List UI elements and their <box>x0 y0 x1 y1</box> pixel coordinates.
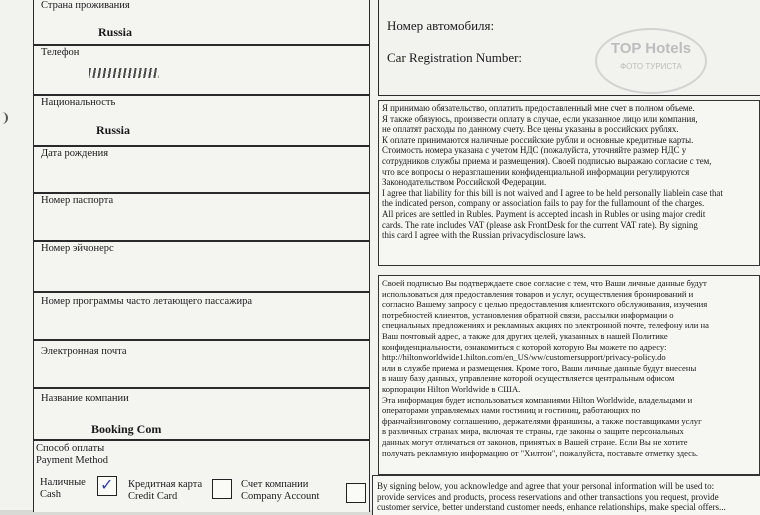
agreement-line: К оплате принимаются наличные российские рубли и основные кредитные карты. <box>382 134 694 145</box>
account-checkbox[interactable] <box>346 483 366 503</box>
passport-field[interactable] <box>33 193 370 241</box>
check-mark-icon: ✓ <box>100 475 114 494</box>
account-option-label <box>241 479 319 503</box>
company-label: Название компании <box>41 393 129 404</box>
agreement-line: сотрудников службы приема и размещения). Своей подписью выражаю согласие с тем, <box>382 155 712 166</box>
payment-title-en: Payment Method <box>36 455 109 466</box>
birthdate-field[interactable] <box>33 146 370 193</box>
watermark-text: TOP Hotels <box>610 40 692 57</box>
cash-label-en: Cash <box>40 489 61 500</box>
residence-value: Russia <box>98 25 133 39</box>
payment-section <box>33 440 370 512</box>
privacy-line: Эта информация будет использоваться компаниями Hilton Worldwide, владельцами и <box>382 394 693 405</box>
company-value: Booking Com <box>91 422 162 436</box>
punch-hole <box>0 112 8 124</box>
agreement-line: что все вопросы о неразглашении конфиденциальной информации регулируются <box>382 166 690 177</box>
redacted-phone <box>89 68 159 78</box>
payment-title <box>36 443 108 467</box>
privacy-line: специальных предложениях и рекламных акциях по электронной почте, телефону или на <box>382 320 709 331</box>
company-field[interactable] <box>33 388 370 440</box>
privacy-line: франчайзинговому соглашению, держателями франшизы, а также поставщиками услуг <box>382 415 702 426</box>
card-label-ru: Кредитная карта <box>128 479 203 490</box>
nationality-label: Национальность <box>41 97 116 108</box>
agreement-box <box>378 100 760 266</box>
frequent-flyer-field[interactable] <box>33 292 370 340</box>
privacy-line: в различных странах мира, включая те страны, где законы о защите персональных <box>382 426 684 437</box>
agreement-line: this card I agree with the Russian privacydisclosure laws. <box>382 230 586 241</box>
privacy-line: данных могут отличаться от законов, принятых в Вашей стране. Если Вы не хотите <box>382 436 688 447</box>
agreement-line: Законодательством Российской Федерации. <box>382 177 547 188</box>
frequent-flyer-label: Номер программы часто летающего пассажира <box>41 296 253 307</box>
signing-line: By signing below, you acknowledge and agree that your personal information will be used to: <box>377 481 715 491</box>
privacy-line: Ваш почтовый адрес, а также для других целей, указанных в нашей Политике <box>382 330 668 341</box>
cash-label-ru: Наличные <box>40 477 86 488</box>
signing-line: provide services and products, process reservations and other transactions you request, provide <box>377 491 719 502</box>
privacy-line: http://hiltonworldwide1.hilton.com/en_US/ww/customersupport/privacy-policy.do <box>382 352 666 363</box>
privacy-line: Своей подписью Вы подтверждаете свое согласие с тем, что Ваши личные данные будут <box>382 278 707 288</box>
ehonors-label: Номер эйчонерс <box>41 243 114 254</box>
birthdate-label: Дата рождения <box>41 148 109 159</box>
nationality-value: Russia <box>96 123 131 137</box>
agreement-line: cards. The rate includes VAT (please ask FrontDesk for the current VAT rate). By signing <box>382 219 698 230</box>
account-label-en: Company Account <box>241 491 320 502</box>
car-label-ru: Номер автомобиля: <box>387 18 495 33</box>
privacy-line: или в службе приема и размещения. Кроме того, Ваши личные данные будут внесены <box>382 362 697 373</box>
privacy-line: потребностей клиентов, установления обратной связи, рассылки информации о <box>382 309 674 320</box>
card-checkbox[interactable] <box>212 479 232 499</box>
privacy-line: в нашу базу данных, управление которой осуществляется центральным офисом <box>382 373 675 384</box>
residence-field[interactable] <box>33 0 370 45</box>
privacy-line: операторами управляемых нами гостиниц и гостиниц, работающих по <box>382 405 641 416</box>
card-option-label <box>128 479 202 503</box>
agreement-line: I agree that liability for this bill is not waived and I agree to be held personally liablein case that <box>382 187 723 198</box>
signing-text <box>377 481 726 513</box>
phone-field[interactable] <box>33 45 370 95</box>
privacy-line: конфиденциальности, ознакомиться с которой которую Вы можете по адресу: <box>382 341 667 352</box>
residence-label: Страна проживания <box>41 0 130 11</box>
agreement-line: All prices are settled in Rubles. Payment is accepted incash in Rubles or using major credit <box>382 208 706 219</box>
email-field[interactable] <box>33 340 370 388</box>
email-label: Электронная почта <box>41 346 127 357</box>
agreement-line: Я также обязуюсь, произвести оплату в случае, если указанное лицо или компания, <box>382 113 698 124</box>
car-label-en: Car Registration Number: <box>387 50 523 65</box>
nationality-field[interactable] <box>33 95 370 146</box>
passport-label: Номер паспорта <box>41 195 114 206</box>
cash-checkbox[interactable] <box>97 476 117 496</box>
agreement-line: Стоимость номера указана с учетом НДС (пожалуйста, уточняйте размер НДС у <box>382 145 687 156</box>
ehonors-field[interactable] <box>33 241 370 292</box>
privacy-box <box>378 275 760 475</box>
agreement-text <box>382 103 723 241</box>
agreement-line: Я принимаю обязательство, оплатить предоставленный мне счет в полном объеме. <box>382 103 695 113</box>
phone-label: Телефон <box>41 47 80 58</box>
cash-option-label <box>40 477 86 501</box>
signing-box <box>372 475 760 515</box>
payment-title-ru: Способ оплаты <box>36 443 105 454</box>
privacy-line: корпорации Hilton Worldwide в США. <box>382 383 521 394</box>
account-label-ru: Счет компании <box>241 479 309 490</box>
signing-line: customer service, better understand customer needs, enhance relationships, make special offers... <box>377 502 726 513</box>
privacy-text <box>382 278 709 458</box>
agreement-line: не оплатят расходы по данному счету. Все цены указаны в российских рублях. <box>382 124 679 135</box>
privacy-line: получать рекламную информацию от "Хилтон", пожалуйста, поставьте отметку здесь. <box>382 447 699 458</box>
watermark-sub: ФОТО ТУРИСТА <box>620 62 682 71</box>
agreement-line: the indicated person, company or association fails to pay for the fullamount of the charges. <box>382 198 705 209</box>
privacy-line: согласно Вашему запросу с целью предоставления клиентского обслуживания, изучения <box>382 299 708 310</box>
card-label-en: Credit Card <box>128 491 178 502</box>
watermark-logo <box>595 28 707 94</box>
privacy-line: использоваться для предоставления товаров и услуг, осуществления бронирований и <box>382 288 694 299</box>
